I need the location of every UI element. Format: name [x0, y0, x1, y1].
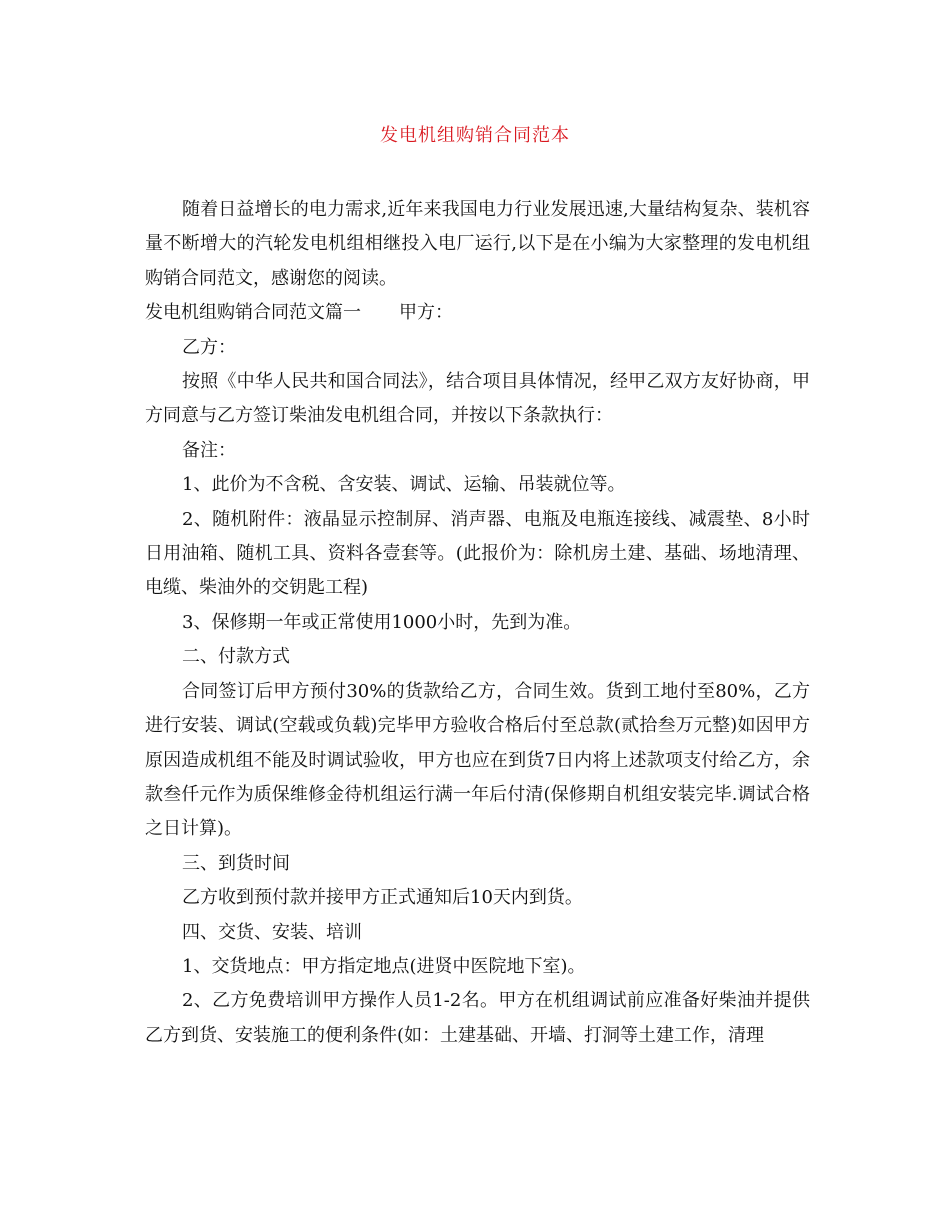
intro-paragraph: 随着日益增长的电力需求,近年来我国电力行业发展迅速,大量结构复杂、装机容量不断增大的汽轮发电机组相继投入电厂运行,以下是在小编为大家整理的发电机组购销合同范文，感谢您的阅读。: [145, 199, 810, 289]
remark-3: 3、保修期一年或正常使用1000小时，先到为准。: [182, 611, 582, 633]
payment-heading: 二、付款方式: [182, 646, 290, 668]
preamble-paragraph: 按照《中华人民共和国合同法》，结合项目具体情况，经甲乙双方友好协商，甲方同意与乙方签订柴油发电机组合同，并按以下条款执行：: [145, 371, 810, 427]
delivery-time-heading: 三、到货时间: [182, 852, 290, 874]
delivery-heading: 四、交货、安装、培训: [182, 921, 362, 943]
delivery-item-1: 1、交货地点：甲方指定地点(进贤中医院地下室)。: [182, 955, 586, 977]
section-heading-line: [145, 296, 810, 330]
document-body: [145, 193, 810, 1053]
remark-1: 1、此价为不含税、含安装、调试、运输、吊装就位等。: [182, 474, 626, 496]
document-title: 发电机组购销合同范本: [380, 125, 570, 146]
section-heading: 发电机组购销合同范文篇一: [145, 302, 361, 324]
delivery-item-2: 2、乙方免费培训甲方操作人员1-2名。甲方在机组调试前应准备好柴油并提供乙方到货、安装施工的便利条件(如：土建基础、开墙、打洞等土建工作，清理: [145, 990, 810, 1046]
delivery-time-paragraph: 乙方收到预付款并接甲方正式通知后10天内到货。: [182, 887, 583, 909]
remark-2: 2、随机附件：液晶显示控制屏、消声器、电瓶及电瓶连接线、减震垫、8小时日用油箱、随机工具、资料各壹套等。(此报价为：除机房土建、基础、场地清理、电缆、柴油外的交钥匙工程): [145, 508, 810, 599]
payment-paragraph: 合同签订后甲方预付30%的货款给乙方，合同生效。货到工地付至80%，乙方进行安装、调试(空载或负载)完毕甲方验收合格后付至总款(贰拾叁万元整)如因甲方原因造成机组不能及时调试验收，甲方也应在到货7日内将上述款项支付给乙方，余款叁仟元作为质保维修金待机组运行满一年后付清(保修期自机组安装完毕.调试合格之日计算)。: [145, 680, 810, 840]
remarks-label: 备注：: [182, 439, 236, 461]
party-b-label: 乙方：: [182, 336, 236, 358]
party-a-label: 甲方：: [399, 302, 453, 324]
